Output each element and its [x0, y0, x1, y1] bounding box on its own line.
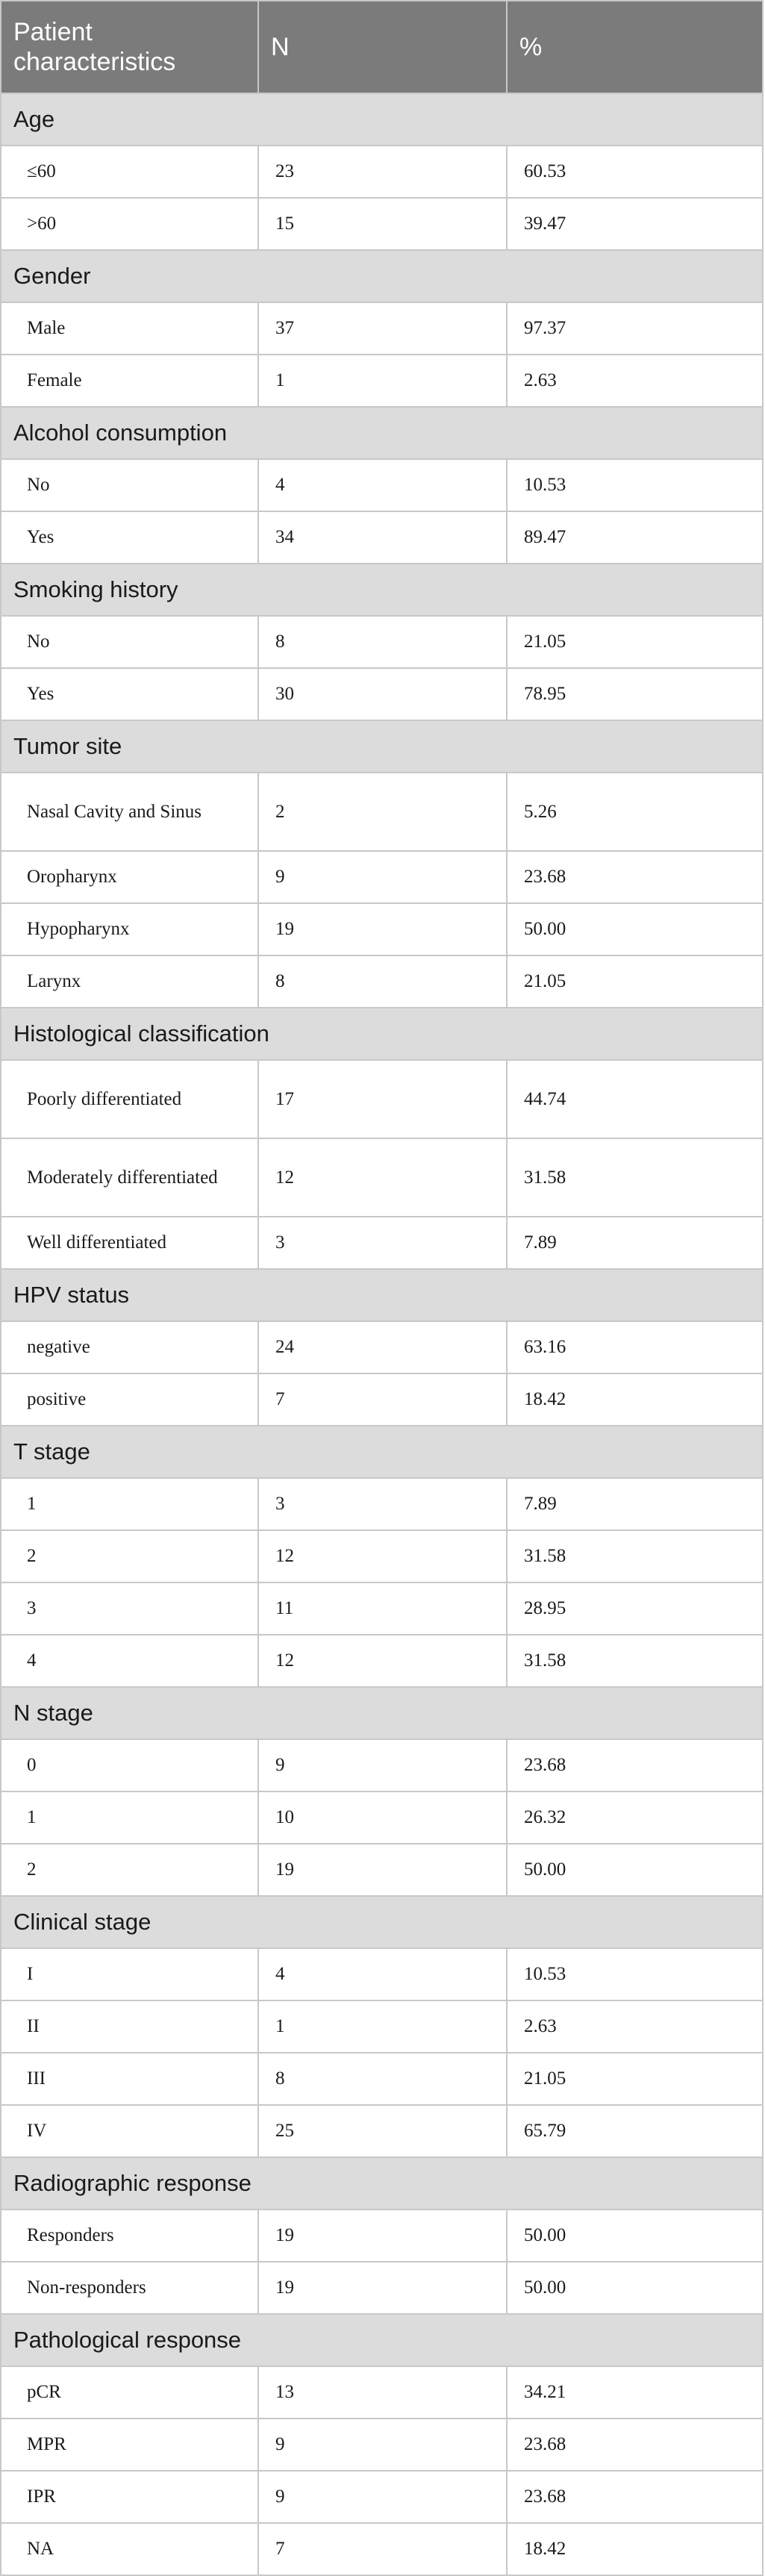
group-header-row [1, 1008, 763, 1060]
table-row [1, 2105, 763, 2157]
row-percent: 21.05 [507, 955, 763, 1008]
row-label: III [1, 2053, 258, 2105]
row-percent: 31.58 [507, 1635, 763, 1687]
group-header-row [1, 1687, 763, 1739]
group-title: Alcohol consumption [1, 407, 763, 459]
row-count: 4 [258, 1948, 507, 2000]
group-header-row [1, 720, 763, 773]
row-count: 23 [258, 146, 507, 198]
table-row [1, 1948, 763, 2000]
row-count: 8 [258, 616, 507, 668]
row-label: Poorly differentiated [1, 1060, 258, 1138]
table-row [1, 2209, 763, 2262]
row-percent: 7.89 [507, 1478, 763, 1530]
row-label: 0 [1, 1739, 258, 1791]
table-row [1, 2418, 763, 2471]
row-percent: 28.95 [507, 1582, 763, 1635]
table-row [1, 668, 763, 720]
table-row [1, 903, 763, 955]
header-n: N [258, 1, 507, 93]
group-header-row [1, 2314, 763, 2366]
row-count: 15 [258, 198, 507, 250]
row-count: 17 [258, 1060, 507, 1138]
row-label: II [1, 2000, 258, 2053]
table-row [1, 1321, 763, 1373]
row-label: positive [1, 1373, 258, 1426]
row-label: No [1, 459, 258, 511]
row-percent: 5.26 [507, 773, 763, 851]
table-row [1, 146, 763, 198]
row-label: 2 [1, 1844, 258, 1896]
row-label: 4 [1, 1635, 258, 1687]
table-row [1, 1739, 763, 1791]
row-percent: 23.68 [507, 2471, 763, 2523]
row-count: 3 [258, 1217, 507, 1269]
row-count: 1 [258, 2000, 507, 2053]
row-count: 8 [258, 955, 507, 1008]
row-label: pCR [1, 2366, 258, 2418]
row-percent: 44.74 [507, 1060, 763, 1138]
table-row [1, 2000, 763, 2053]
row-count: 7 [258, 2523, 507, 2575]
row-count: 37 [258, 302, 507, 355]
row-count: 9 [258, 2418, 507, 2471]
table-row [1, 1478, 763, 1530]
table-row [1, 2471, 763, 2523]
row-count: 12 [258, 1635, 507, 1687]
table-row [1, 1060, 763, 1138]
row-percent: 50.00 [507, 2262, 763, 2314]
row-percent: 7.89 [507, 1217, 763, 1269]
row-count: 3 [258, 1478, 507, 1530]
table-row [1, 355, 763, 407]
table-row [1, 459, 763, 511]
row-percent: 10.53 [507, 459, 763, 511]
group-header-row [1, 2157, 763, 2209]
row-label: Responders [1, 2209, 258, 2262]
header-percent: % [507, 1, 763, 93]
row-count: 1 [258, 355, 507, 407]
group-title: HPV status [1, 1269, 763, 1321]
row-percent: 31.58 [507, 1530, 763, 1582]
group-title: Radiographic response [1, 2157, 763, 2209]
group-title: N stage [1, 1687, 763, 1739]
row-label: Female [1, 355, 258, 407]
row-label: Larynx [1, 955, 258, 1008]
table-row [1, 2523, 763, 2575]
group-header-row [1, 564, 763, 616]
row-label: I [1, 1948, 258, 2000]
row-percent: 21.05 [507, 2053, 763, 2105]
table-row [1, 511, 763, 564]
row-count: 19 [258, 2262, 507, 2314]
row-count: 8 [258, 2053, 507, 2105]
row-label: Yes [1, 668, 258, 720]
row-percent: 26.32 [507, 1791, 763, 1844]
row-count: 13 [258, 2366, 507, 2418]
table-row [1, 1138, 763, 1217]
table-row [1, 2366, 763, 2418]
row-label: >60 [1, 198, 258, 250]
table-row [1, 1373, 763, 1426]
row-count: 24 [258, 1321, 507, 1373]
row-percent: 34.21 [507, 2366, 763, 2418]
row-label: 2 [1, 1530, 258, 1582]
group-header-row [1, 250, 763, 302]
table-row [1, 1635, 763, 1687]
group-header-row [1, 93, 763, 146]
row-label: ≤60 [1, 146, 258, 198]
group-title: Age [1, 93, 763, 146]
row-percent: 78.95 [507, 668, 763, 720]
row-count: 19 [258, 2209, 507, 2262]
row-count: 9 [258, 2471, 507, 2523]
row-percent: 50.00 [507, 903, 763, 955]
row-percent: 50.00 [507, 2209, 763, 2262]
group-title: Histological classification [1, 1008, 763, 1060]
table-row [1, 955, 763, 1008]
row-count: 34 [258, 511, 507, 564]
row-percent: 10.53 [507, 1948, 763, 2000]
table-row [1, 1791, 763, 1844]
table-row [1, 2053, 763, 2105]
row-count: 19 [258, 1844, 507, 1896]
group-header-row [1, 407, 763, 459]
row-label: Male [1, 302, 258, 355]
group-header-row [1, 1426, 763, 1478]
row-label: NA [1, 2523, 258, 2575]
row-label: 1 [1, 1478, 258, 1530]
row-label: Nasal Cavity and Sinus [1, 773, 258, 851]
row-label: IPR [1, 2471, 258, 2523]
table-row [1, 302, 763, 355]
row-label: No [1, 616, 258, 668]
group-title: Gender [1, 250, 763, 302]
row-count: 9 [258, 1739, 507, 1791]
row-label: IV [1, 2105, 258, 2157]
row-count: 9 [258, 851, 507, 903]
row-count: 4 [258, 459, 507, 511]
row-label: negative [1, 1321, 258, 1373]
row-label: Hypopharynx [1, 903, 258, 955]
table-row [1, 1844, 763, 1896]
row-percent: 63.16 [507, 1321, 763, 1373]
row-percent: 23.68 [507, 851, 763, 903]
row-count: 2 [258, 773, 507, 851]
row-percent: 39.47 [507, 198, 763, 250]
row-percent: 2.63 [507, 355, 763, 407]
row-percent: 65.79 [507, 2105, 763, 2157]
row-percent: 23.68 [507, 2418, 763, 2471]
group-title: Smoking history [1, 564, 763, 616]
table-row [1, 1217, 763, 1269]
row-percent: 60.53 [507, 146, 763, 198]
group-title: Clinical stage [1, 1896, 763, 1948]
row-count: 19 [258, 903, 507, 955]
row-count: 30 [258, 668, 507, 720]
row-percent: 18.42 [507, 2523, 763, 2575]
row-count: 12 [258, 1530, 507, 1582]
group-title: Tumor site [1, 720, 763, 773]
row-percent: 31.58 [507, 1138, 763, 1217]
group-header-row [1, 1269, 763, 1321]
row-count: 11 [258, 1582, 507, 1635]
row-label: Moderately differentiated [1, 1138, 258, 1217]
row-percent: 23.68 [507, 1739, 763, 1791]
header-characteristics: Patient characteristics [1, 1, 258, 93]
row-percent: 97.37 [507, 302, 763, 355]
row-label: Oropharynx [1, 851, 258, 903]
table-row [1, 2262, 763, 2314]
row-label: 1 [1, 1791, 258, 1844]
row-count: 10 [258, 1791, 507, 1844]
table-row [1, 851, 763, 903]
row-label: MPR [1, 2418, 258, 2471]
row-label: 3 [1, 1582, 258, 1635]
table-body [1, 93, 763, 2575]
row-count: 12 [258, 1138, 507, 1217]
table-row [1, 773, 763, 851]
table-row [1, 1530, 763, 1582]
row-percent: 18.42 [507, 1373, 763, 1426]
table-row [1, 616, 763, 668]
table-row [1, 1582, 763, 1635]
row-percent: 50.00 [507, 1844, 763, 1896]
header-row [1, 1, 763, 93]
group-title: Pathological response [1, 2314, 763, 2366]
row-count: 7 [258, 1373, 507, 1426]
row-label: Well differentiated [1, 1217, 258, 1269]
row-count: 25 [258, 2105, 507, 2157]
row-percent: 21.05 [507, 616, 763, 668]
row-percent: 2.63 [507, 2000, 763, 2053]
row-label: Yes [1, 511, 258, 564]
row-percent: 89.47 [507, 511, 763, 564]
group-title: T stage [1, 1426, 763, 1478]
row-label: Non-responders [1, 2262, 258, 2314]
table-row [1, 198, 763, 250]
group-header-row [1, 1896, 763, 1948]
